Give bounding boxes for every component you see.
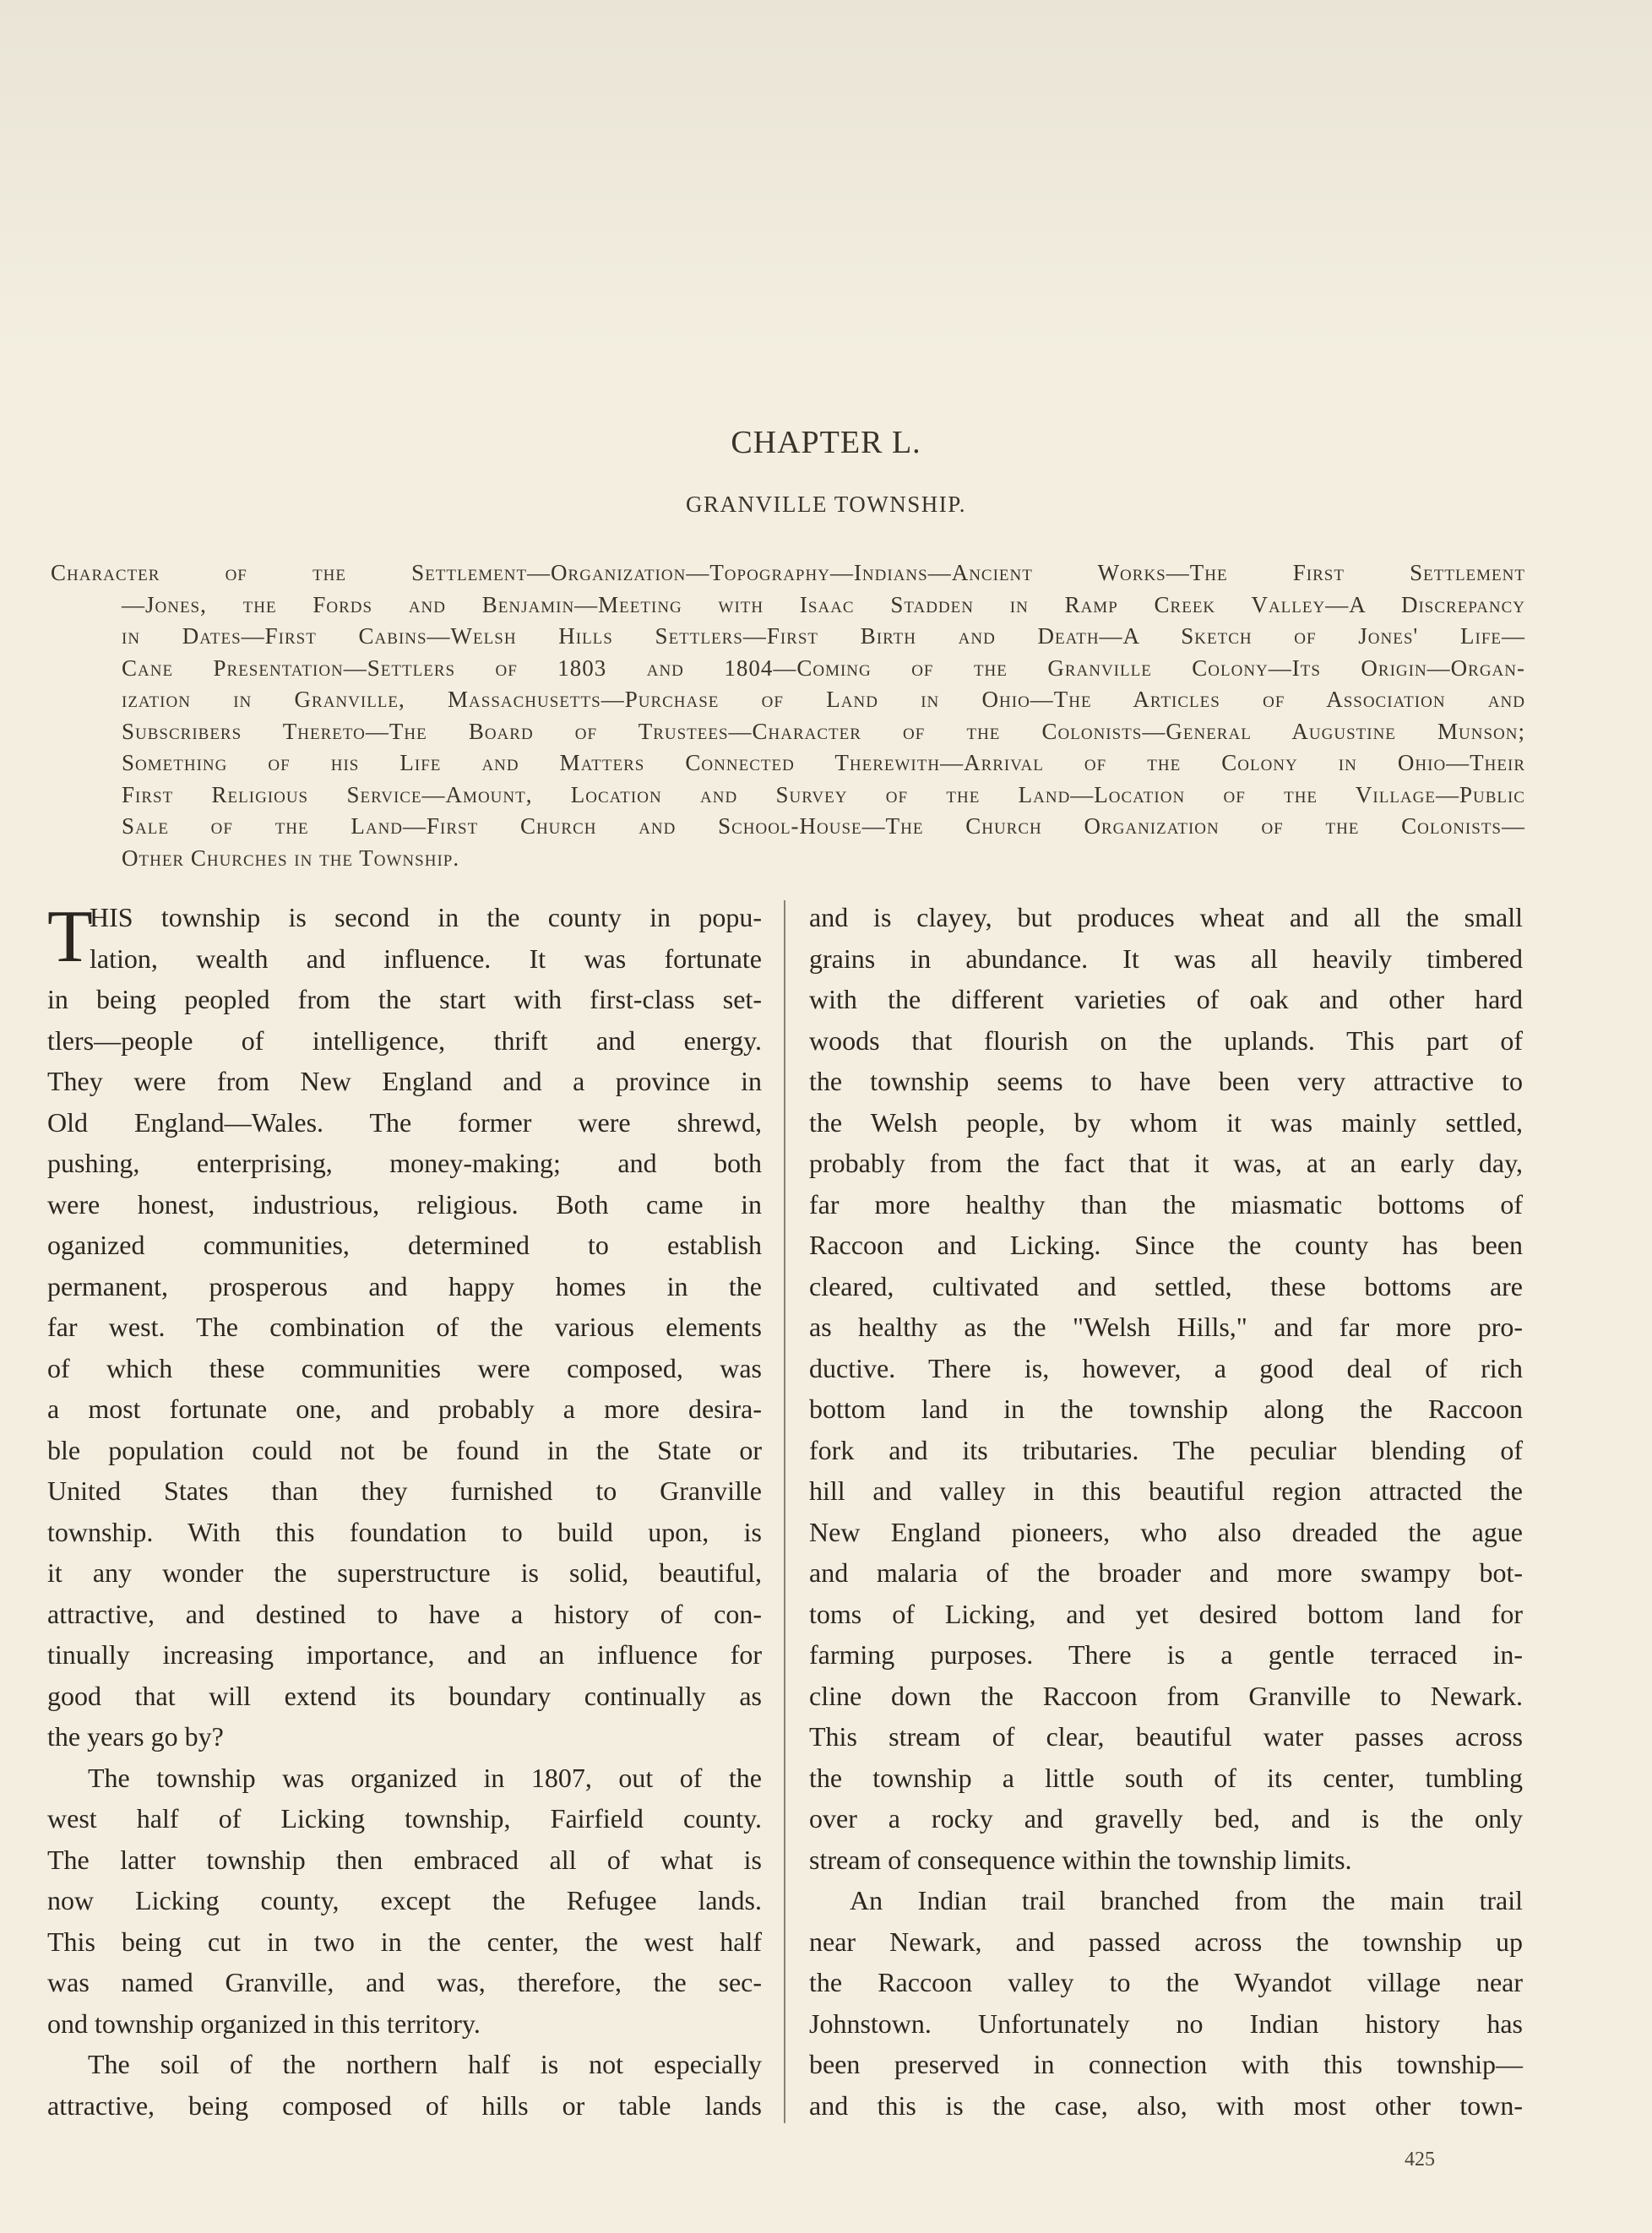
text-line: New England pioneers, who also dreaded the ague [809,1516,1523,1547]
text-line: farming purposes. There is a gentle terraced in- [809,1639,1523,1670]
text-line: lation, wealth and influence. It was fortunate [90,943,762,974]
text-line: of which these communities were composed, was [47,1352,762,1383]
text-line: The soil of the northern half is not especially [88,2049,762,2079]
text-line: and this is the case, also, with most other town- [809,2089,1523,2121]
text-line: cleared, cultivated and settled, these bottoms are [809,1270,1523,1301]
text-line: tinually increasing importance, and an influence for [47,1639,762,1670]
text-line: it any wonder the superstructure is solid, beautiful, [47,1557,762,1588]
text-line: the Raccoon valley to the Wyandot village near [809,1967,1523,1997]
text-line: Raccoon and Licking. Since the county has been [809,1230,1523,1260]
text-line: as healthy as the "Welsh Hills," and far more pro- [809,1312,1523,1342]
show-through-bleed [0,0,1652,355]
text-line: pushing, enterprising, money-making; and both [47,1148,762,1178]
synopsis-line: —Jones, the Fords and Benjamin—Meeting with Isaac Stadden in Ramp Creek Valley—A Discrepancy [122,591,1525,617]
text-line: stream of consequence within the township limits. [809,1844,1352,1875]
synopsis-line: Other Churches in the Township. [122,845,460,871]
synopsis-line: Cane Presentation—Settlers of 1803 and 1804—Coming of the Granville Colony—Its Origin—Organ- [122,655,1525,681]
text-line: the township a little south of its center, tumbling [809,1762,1523,1793]
text-line: the township seems to have been very attractive to [809,1066,1523,1096]
text-line: were honest, industrious, religious. Both came in [47,1188,762,1220]
text-line: hill and valley in this beautiful region attracted the [809,1475,1523,1506]
text-line: ond township organized in this territory. [47,2008,481,2039]
synopsis-line: Something of his Life and Matters Connected Therewith—Arrival of the Colony in Ohio—Their [122,750,1525,775]
text-line: The township was organized in 1807, out of the [88,1762,762,1793]
text-line: far west. The combination of the various elements [47,1312,762,1342]
text-line: bottom land in the township along the Raccoon [809,1394,1523,1424]
synopsis-line: Sale of the Land—First Church and School-House—The Church Organization of the Colonists— [122,813,1525,839]
left-column [47,897,762,2126]
chapter-title: CHAPTER L. [731,425,921,460]
text-line: was named Granville, and was, therefore, the sec- [47,1967,762,1997]
text-line: the Welsh people, by whom it was mainly settled, [809,1106,1523,1138]
synopsis-line: First Religious Service—Amount, Location and Survey of the Land—Location of the Village—Public [122,781,1525,807]
text-line: attractive, and destined to have a history of con- [47,1598,762,1629]
text-line: now Licking county, except the Refugee lands. [47,1885,762,1915]
text-line: with the different varieties of oak and other hard [809,984,1523,1014]
text-line: attractive, being composed of hills or table lands [47,2089,762,2121]
text-line: tlers—people of intelligence, thrift and energy. [47,1024,762,1056]
text-line: toms of Licking, and yet desired bottom land for [809,1598,1523,1629]
text-line: This being cut in two in the center, the west half [47,1926,762,1957]
text-line: the years go by? [47,1721,224,1752]
text-line: An Indian trail branched from the main trail [850,1885,1523,1915]
page-number: 425 [1405,2149,1435,2171]
text-line: permanent, prosperous and happy homes in the [47,1270,762,1301]
text-line: and is clayey, but produces wheat and all the small [809,902,1523,932]
text-line: been preserved in connection with this township— [809,2049,1523,2079]
right-column [809,897,1523,2126]
text-line: good that will extend its boundary continually as [47,1680,762,1711]
text-line: HIS township is second in the county in popu- [90,902,762,932]
text-line: Johnstown. Unfortunately no Indian history has [809,2008,1523,2039]
text-line: United States than they furnished to Granville [47,1475,762,1506]
column-divider [784,900,785,2123]
text-line: oganized communities, determined to establish [47,1230,762,1260]
text-line: a most fortunate one, and probably a more desira- [47,1394,762,1424]
synopsis-line: Character of the Settlement—Organization—Topography—Indians—Ancient Works—The First Settlement [51,560,1525,585]
text-line: grains in abundance. It was all heavily timbered [809,943,1523,974]
text-line: Old England—Wales. The former were shrewd, [47,1106,762,1138]
text-line: far more healthy than the miasmatic bottoms of [809,1188,1523,1220]
drop-cap: T [47,896,93,978]
text-line: ductive. There is, however, a good deal of rich [809,1352,1523,1383]
text-line: They were from New England and a province in [47,1066,762,1096]
text-line: in being peopled from the start with first-class set- [47,984,762,1014]
chapter-synopsis [51,557,1525,874]
text-line: woods that flourish on the uplands. This part of [809,1024,1523,1056]
section-title: GRANVILLE TOWNSHIP. [686,492,966,517]
synopsis-line: Subscribers Thereto—The Board of Trustees—Character of the Colonists—General Augustine Munson; [122,718,1525,744]
text-line: probably from the fact that it was, at an early day, [809,1148,1523,1178]
text-line: cline down the Raccoon from Granville to Newark. [809,1680,1523,1711]
text-line: over a rocky and gravelly bed, and is the only [809,1803,1523,1834]
text-line: township. With this foundation to build upon, is [47,1516,762,1547]
text-line: The latter township then embraced all of what is [47,1844,762,1875]
text-line: This stream of clear, beautiful water passes across [809,1721,1523,1752]
text-line: fork and its tributaries. The peculiar blending of [809,1434,1523,1465]
text-line: ble population could not be found in the State or [47,1434,762,1465]
text-line: and malaria of the broader and more swampy bot- [809,1557,1523,1588]
synopsis-line: in Dates—First Cabins—Welsh Hills Settlers—First Birth and Death—A Sketch of Jones' Life— [122,623,1525,649]
text-line: west half of Licking township, Fairfield county. [47,1803,762,1834]
synopsis-line: ization in Granville, Massachusetts—Purchase of Land in Ohio—The Articles of Association and [122,687,1525,712]
text-line: near Newark, and passed across the township up [809,1926,1523,1957]
